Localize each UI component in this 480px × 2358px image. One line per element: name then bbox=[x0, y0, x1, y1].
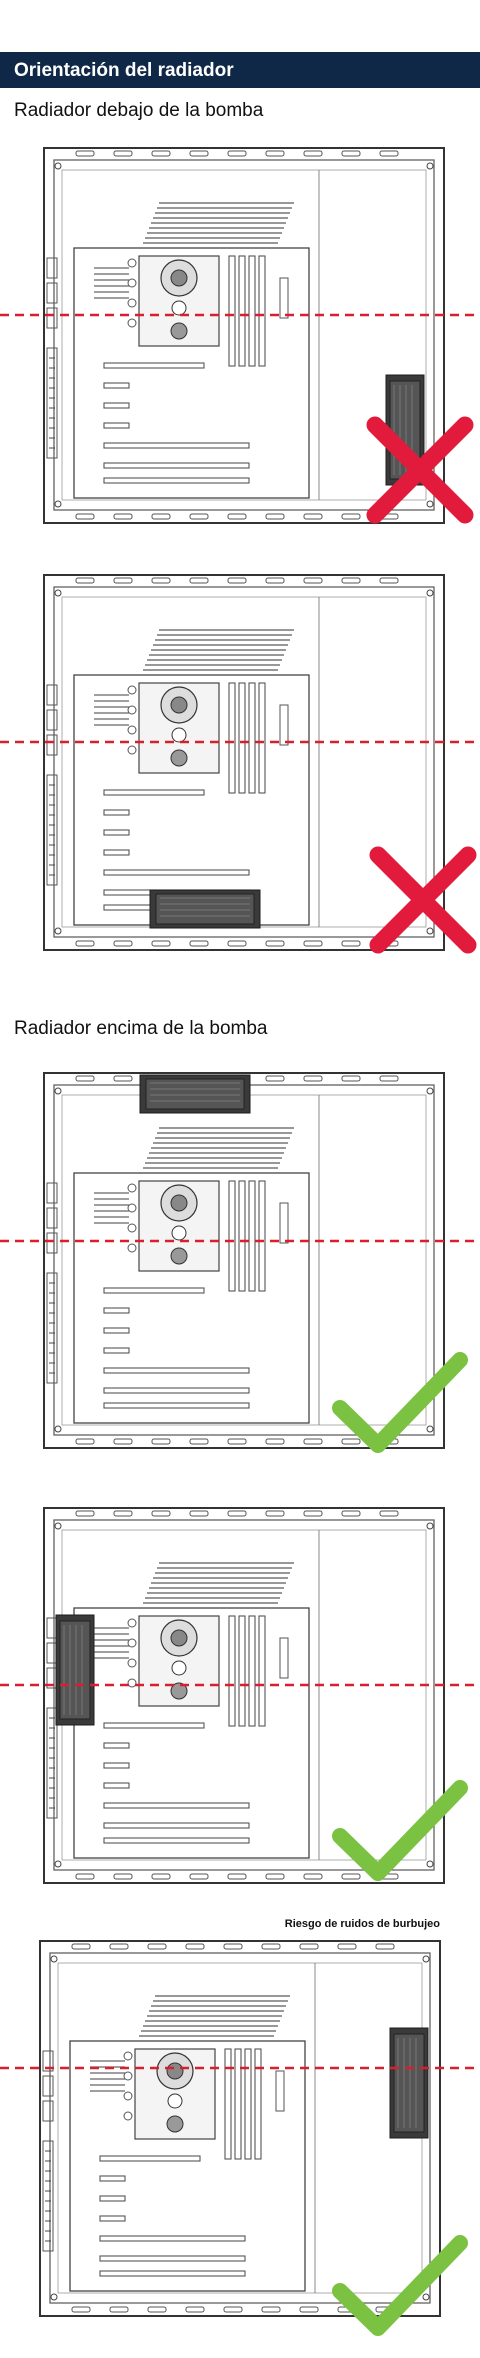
diagram-radiator-right-bottom bbox=[0, 145, 480, 530]
section-heading-above: Radiador encima de la bomba bbox=[14, 1018, 268, 1039]
bubbling-noise-caption: Riesgo de ruidos de burbujeo bbox=[284, 1918, 440, 1930]
diagram-radiator-front-left bbox=[0, 1505, 480, 1890]
page-title: Orientación del radiador bbox=[0, 52, 480, 88]
radiator bbox=[150, 890, 260, 928]
radiator bbox=[56, 1615, 94, 1725]
radiator bbox=[140, 1075, 250, 1113]
radiator bbox=[390, 2028, 428, 2138]
section-heading-below: Radiador debajo de la bomba bbox=[14, 100, 264, 121]
diagram-radiator-top bbox=[0, 1065, 480, 1455]
diagram-radiator-rear-right bbox=[0, 1938, 480, 2358]
diagram-radiator-bottom bbox=[0, 572, 480, 957]
